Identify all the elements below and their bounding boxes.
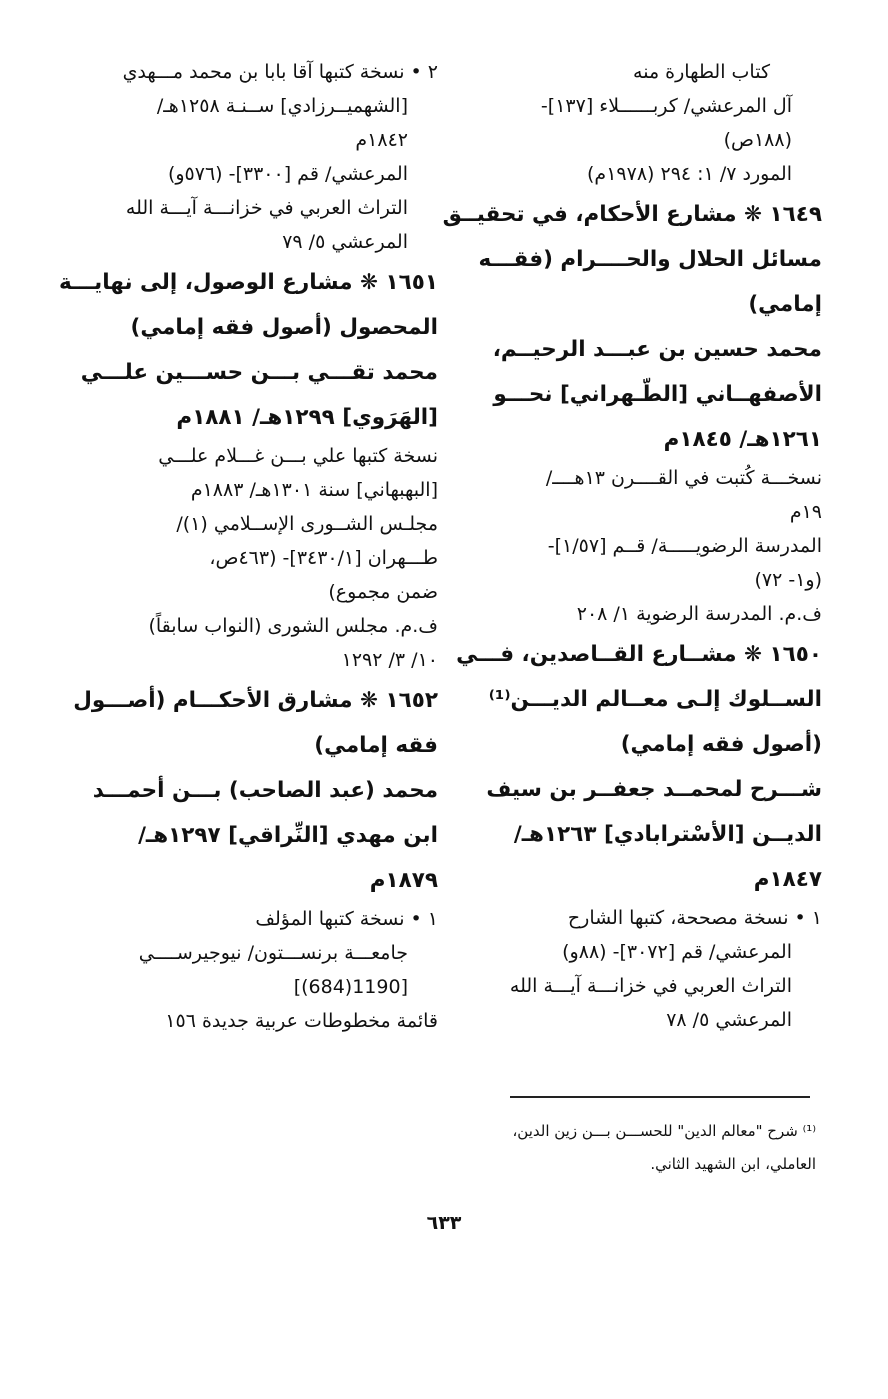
entry-text-line: ١٩م [789, 501, 822, 523]
entry-text-line: [البهبهاني] سنة ١٣٠١هـ/ ١٨٨٣م [190, 479, 438, 501]
entry-text-line: ف.م. المدرسة الرضوية ١/ ٢٠٨ [576, 603, 822, 625]
entry-heading-line: ابن مهدي [النِّراقي] ١٢٩٧هـ/ [138, 823, 438, 848]
page-number: ٦٣٣ [426, 1212, 462, 1234]
entry-text-line: مجلـس الشــورى الإســلامي (١)/ [176, 513, 438, 535]
footnote-divider [510, 1096, 810, 1098]
entry-text-line: المرعشي ٥/ ٧٨ [666, 1009, 792, 1031]
entry-text-line: المدرسة الرضويـــــة/ قــم [١/٥٧]- [547, 535, 822, 557]
entry-text-line: المرعشي ٥/ ٧٩ [282, 231, 408, 253]
left-column [59, 56, 438, 1039]
entry-heading-line: الأصفهــاني [الطّـهراني] نحـــو [493, 382, 822, 407]
entry-heading-line: الديــن [الأسْترابادي] ١٢٦٣هـ/ [513, 822, 822, 847]
entry-text-line: المرعشي/ قم [٣٣٠٠]- (٥٧٦و) [167, 163, 408, 185]
entry-text-line: (و١- ٧٢) [754, 569, 822, 591]
entry-heading-line: ١٢٦١هـ/ ١٨٤٥م [663, 427, 822, 452]
entry-text-line: [1190(684)] [293, 976, 408, 998]
entry-heading-line: ١٦٥٠ ❋ مشــارع القــاصدين، فـــي [456, 642, 822, 667]
entry-heading-line: محمد تقـــي بـــن حســـين علـــي [80, 360, 438, 385]
entry-heading-line: مسائل الحلال والحــــرام (فقـــه [478, 247, 822, 272]
entry-heading-line: ١٦٥١ ❋ مشارع الوصول، إلى نهايـــة [59, 270, 438, 295]
entry-heading-line: شـــرح لمحمــد جعفــر بن سيف [486, 777, 822, 802]
entry-text-line: ١٨٤٢م [355, 129, 408, 151]
entry-heading-line: ١٨٧٩م [369, 868, 438, 893]
right-column [442, 56, 822, 1038]
entry-text-line: ف.م. مجلس الشورى (النواب سابقاً) [148, 615, 438, 637]
entry-heading-line: (أصول فقه إمامي) [620, 732, 822, 757]
entry-heading-line: ١٦٥٢ ❋ مشارق الأحكـــام (أصـــول [73, 688, 438, 713]
entry-text-line: كتاب الطهارة منه [633, 61, 770, 83]
entry-text-line: نسخة كتبها علي بـــن غـــلام علـــي [158, 445, 438, 467]
entry-text-line: جامعـــة برنســـتون/ نيوجيرســــي [138, 942, 408, 964]
entry-heading-line: فقه إمامي) [314, 733, 438, 758]
entry-text-line: طـــهران [٣٤٣٠/١]- (٤٦٣ص، [209, 547, 438, 569]
entry-text-line: ٢ • نسخة كتبها آقا بابا بن محمد مـــهدي [122, 61, 438, 83]
entry-text-line: [الشهميــرزادي] ســنـة ١٢٥٨هـ/ [156, 95, 408, 117]
entry-text-line: ١ • نسخة مصححة، كتبها الشارح [567, 907, 822, 929]
entry-heading-line: الســلوك إلـى معــالم الديـــن⁽¹⁾ [488, 687, 822, 712]
entry-text-line: المورد ٧/ ١: ٢٩٤ (١٩٧٨م) [587, 163, 792, 185]
entry-text-line: ضمن مجموع) [328, 581, 438, 603]
entry-heading-line: المحصول (أصول فقه إمامي) [130, 315, 438, 340]
entry-heading-line: ١٨٤٧م [753, 867, 822, 892]
entry-text-line: المرعشي/ قم [٣٠٧٢]- (٨٨و) [562, 941, 792, 963]
entry-text-line: (١٨٨ص) [723, 129, 792, 151]
entry-text-line: آل المرعشي/ كربــــــلاء [١٣٧]- [540, 95, 792, 117]
footnote-line: العاملي، ابن الشهيد الثاني. [650, 1155, 816, 1173]
entry-heading-line: [الهَرَوي] ١٢٩٩هـ/ ١٨٨١م [176, 405, 438, 430]
entry-heading-line: محمد (عبد الصاحب) بـــن أحمـــد [92, 778, 438, 803]
entry-text-line: نسخـــة كُتبت في القــــرن ١٣هــــ/ [545, 467, 822, 489]
entry-text-line: ١٠/ ٣/ ١٢٩٢ [341, 649, 438, 671]
entry-text-line: ١ • نسخة كتبها المؤلف [255, 908, 438, 930]
entry-heading-line: ١٦٤٩ ❋ مشارع الأحكام، في تحقيــق [442, 202, 822, 227]
entry-text-line: قائمة مخطوطات عربية جديدة ١٥٦ [165, 1010, 438, 1032]
entry-heading-line: إمامي) [748, 292, 822, 317]
footnote-line: ⁽¹⁾ شرح "معالم الدين" للحســـن بـــن زين الدين، [512, 1122, 816, 1140]
entry-heading-line: محمد حسين بن عبـــد الرحيــم، [492, 337, 822, 362]
entry-text-line: التراث العربي في خزانـــة آيـــة الله [125, 197, 408, 219]
entry-text-line: التراث العربي في خزانـــة آيـــة الله [509, 975, 792, 997]
